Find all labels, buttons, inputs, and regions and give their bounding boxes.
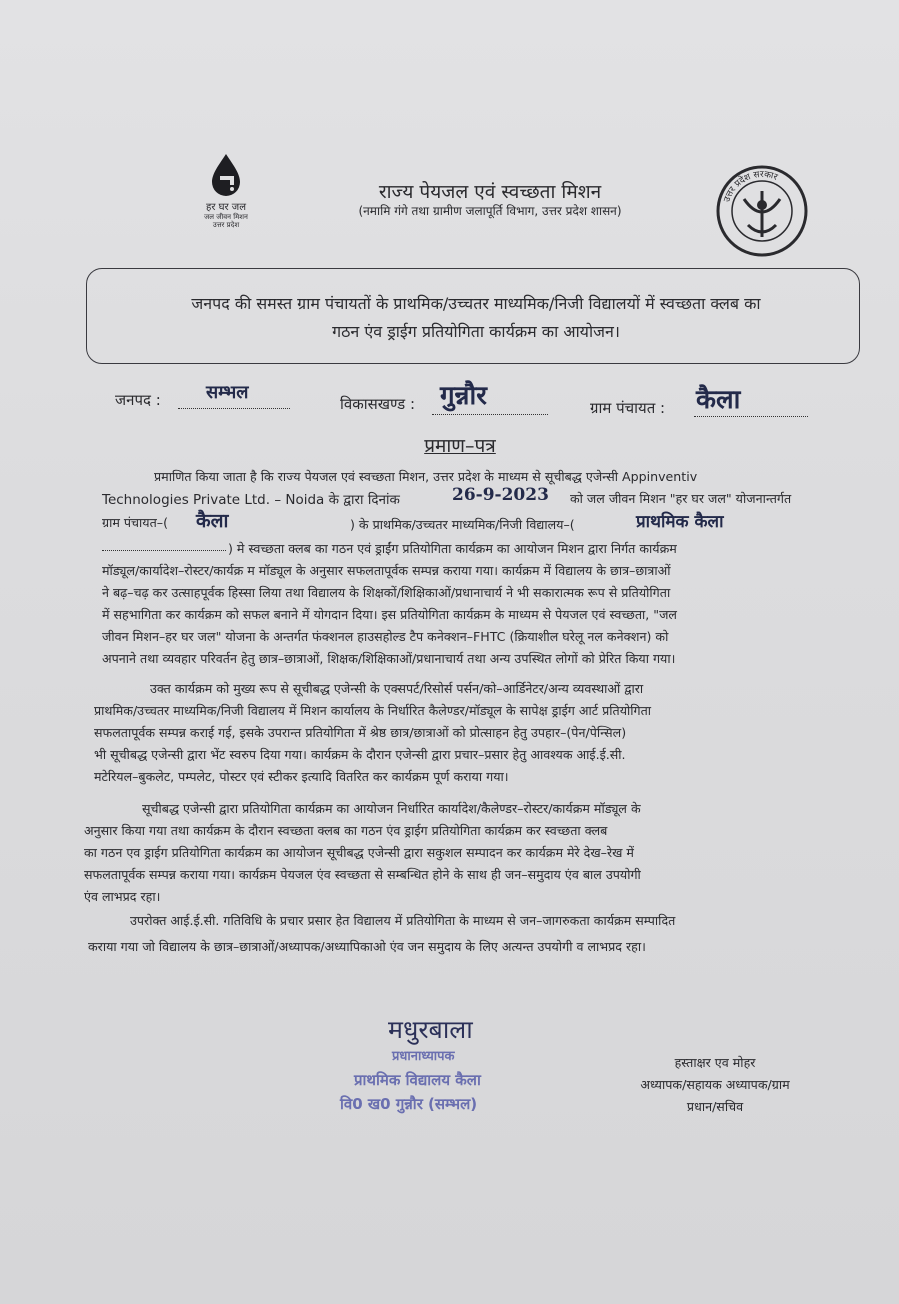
para1-line-2a: Technologies Private Ltd. – Noida के द्वारा दिनांक: [102, 492, 400, 508]
para1-line-2b: को जल जीवन मिशन "हर घर जल" योजनान्तर्गत: [570, 491, 792, 506]
sign-block-line-2: अध्यापक/सहायक अध्यापक/ग्राम: [640, 1077, 790, 1092]
topic-box: [86, 268, 860, 364]
logo-text-3: उत्तर प्रदेश: [212, 221, 240, 229]
stamp-line-2: प्राथमिक विद्यालय कैला: [354, 1071, 481, 1089]
para2-line-1: उक्त कार्यक्रम को मुख्य रूप से सूचीबद्ध एजेन्सी के एक्सपर्ट/रिसोर्स पर्सन/को–आर्डिनेटर/अन्य व्यवस्थाओं द्वारा: [150, 681, 644, 696]
signature-name: मधुरबाला: [388, 1015, 473, 1044]
svg-text:उत्तर प्रदेश सरकार: [722, 170, 779, 204]
para3-line-1: सूचीबद्ध एजेन्सी द्वारा प्रतियोगिता कार्यक्रम का आयोजन निर्धारित कार्यादेश/कैलेण्डर–रोस्टर/कार्यक्रम मॉड्यूल के: [142, 801, 641, 816]
school-line: [102, 540, 226, 551]
para2-line-3: सफलतापूर्वक सम्पन्न कराई गई, इसके उपरान्त प्रतियोगिता में श्रेष्ठ छात्र/छात्राओं को प्रोत्साहन हेतु उपहार–(पेन/पेन्सिल): [94, 725, 627, 740]
up-government-seal: [714, 165, 810, 257]
para4-line-2: कराया गया जो विद्यालय के छात्र–छात्राओं/अध्यापक/अध्यापिकाओ एंव जन समुदाय के लिए अत्यन्त उपयोगी व लाभप्रद रहा।: [88, 939, 646, 954]
certificate-heading: प्रमाण–पत्र: [424, 435, 496, 457]
mission-title: राज्य पेयजल एवं स्वच्छता मिशन: [378, 181, 602, 203]
sign-block-line-3: प्रधान/सचिव: [686, 1099, 744, 1114]
sign-block-line-1: हस्ताक्षर एव मोहर: [674, 1055, 756, 1070]
para1-line-3b: ) के प्राथमिक/उच्चतर माध्यमिक/निजी विद्यालय–(: [350, 517, 575, 532]
para3-line-2: अनुसार किया गया तथा कार्यक्रम के दौरान स्वच्छता क्लब का गठन एंव ड्राईग प्रतियोगिता कार्यक्रम कर स्वच्छता क्लब: [84, 823, 608, 838]
date-value: 26-9-2023: [452, 485, 549, 505]
har-ghar-jal-logo: [186, 152, 266, 229]
logo-text-2: जल जीवन मिशन: [204, 213, 248, 221]
para3-line-4: सफलतापूर्वक सम्पन्न कराया गया। कार्यक्रम पेयजल एंव स्वच्छता से सम्बन्धित होने के साथ ही जन–समुदाय एंव बाल उपयोगी: [84, 867, 641, 882]
para1-line-5: मॉड्यूल/कार्यादेश–रोस्टर/कार्यक्र म मॉड्यूल के अनुसार सफलतापूर्वक सम्पन्न कराया गया। कार्यक्रम में विद्यालय के छात्र–छात्राओं: [102, 563, 671, 578]
para1-line-8: जीवन मिशन–हर घर जल" योजना के अन्तर्गत फंक्शनल हाउसहोल्ड टैप कनेक्शन–FHTC (क्रियाशील घरेलू नल कनेक्शन) को: [102, 629, 669, 644]
para2-line-4: भी सूचीबद्ध एजेन्सी द्वारा भेंट स्वरुप दिया गया। कार्यक्रम के दौरान एजेन्सी द्वारा प्रचार–प्रसार हेतु आवश्यक आई.ई.सी.: [94, 747, 626, 762]
logo-text-1: हर घर जल: [206, 202, 246, 213]
water-drop-icon: [208, 152, 244, 198]
stamp-line-1: प्रधानाध्यापक: [392, 1049, 455, 1064]
para1-line-9: अपनाने तथा व्यवहार परिवर्तन हेतु छात्र–छात्राओं, शिक्षक/शिक्षिकाओं/प्रधानाचार्य तथा अन्य उपस्थित लोगों को प्रेरित किया गया।: [102, 651, 676, 666]
block-value: गुन्नौर: [440, 381, 487, 411]
district-value: सम्भल: [206, 382, 249, 403]
para1-line-6: ने बढ़–चढ़ कर उत्साहपूर्वक हिस्सा लिया तथा विद्यालय के शिक्षकों/शिक्षिकाओं/प्रधानाचार्य ने भी सकारात्मक रूप से प्रतियोगिता: [102, 585, 671, 600]
para1-line-1: प्रमाणित किया जाता है कि राज्य पेयजल एवं स्वच्छता मिशन, उत्तर प्रदेश के माध्यम से सूचीबद्ध एजेन्सी Appinventiv: [154, 469, 698, 484]
stamp-line-3: वि0 ख0 गुन्नौर (सम्भल): [340, 1095, 478, 1113]
para2-line-2: प्राथमिक/उच्चतर माध्यमिक/निजी विद्यालय में मिशन कार्यालय के निर्धारित कैलेण्डर/मॉड्यूल के सापेक्ष ड्राईग आर्ट प्रतियोगिता: [94, 703, 652, 718]
block-label: विकासखण्ड :: [340, 395, 416, 413]
district-label: जनपद :: [115, 391, 161, 409]
para2-line-5: मटेरियल–बुकलेट, पम्पलेट, पोस्टर एवं स्टीकर इत्यादि वितरित कर कार्यक्रम पूर्ण कराया गया।: [94, 769, 509, 784]
panchayat-label: ग्राम पंचायत :: [590, 399, 666, 417]
mission-subtitle: (नमामि गंगे तथा ग्रामीण जलापूर्ति विभाग, उत्तर प्रदेश शासन): [358, 204, 622, 218]
topic-line-1: जनपद की समस्त ग्राम पंचायतों के प्राथमिक/उच्चतर माध्यमिक/निजी विद्यालयों में स्वच्छता क्लब का: [191, 294, 761, 313]
seal-text: उत्तर प्रदेश सरकार: [722, 169, 779, 204]
para4-line-1: उपरोक्त आई.ई.सी. गतिविधि के प्रचार प्रसार हेत विद्यालय में प्रतियोगिता के माध्यम से जन–जागरुकता कार्यक्रम सम्पादित: [130, 913, 676, 928]
para1-line-7: में सहभागिता कर कार्यक्रम को सफल बनाने में योगदान दिया। इस प्रतियोगिता कार्यक्रम के माध्यम से पेयजल एवं स्वच्छता, "जल: [102, 607, 677, 622]
topic-line-2: गठन एंव ड्राईग प्रतियोगिता कार्यक्रम का आयोजन।: [332, 322, 620, 341]
para1-line-4: ) मे स्वच्छता क्लब का गठन एवं ड्राईंग प्रतियोगिता कार्यक्रम का आयोजन मिशन द्वारा निर्गत कार्यक्रम: [228, 541, 677, 556]
para3-line-5: एंव लाभप्रद रहा।: [84, 889, 161, 904]
para3-line-3: का गठन एव ड्राईग प्रतियोगिता कार्यक्रम का आयोजन सूचीबद्ध एजेन्सी द्वारा सकुशल सम्पादन कर कार्यक्रम मेरे देख–रेख में: [84, 845, 634, 860]
para1-line-3a: ग्राम पंचायत–(: [102, 515, 169, 530]
panchayat-value: कैला: [696, 385, 741, 415]
panchayat-inline-value: कैला: [196, 510, 229, 532]
school-value: प्राथमिक कैला: [636, 512, 724, 532]
